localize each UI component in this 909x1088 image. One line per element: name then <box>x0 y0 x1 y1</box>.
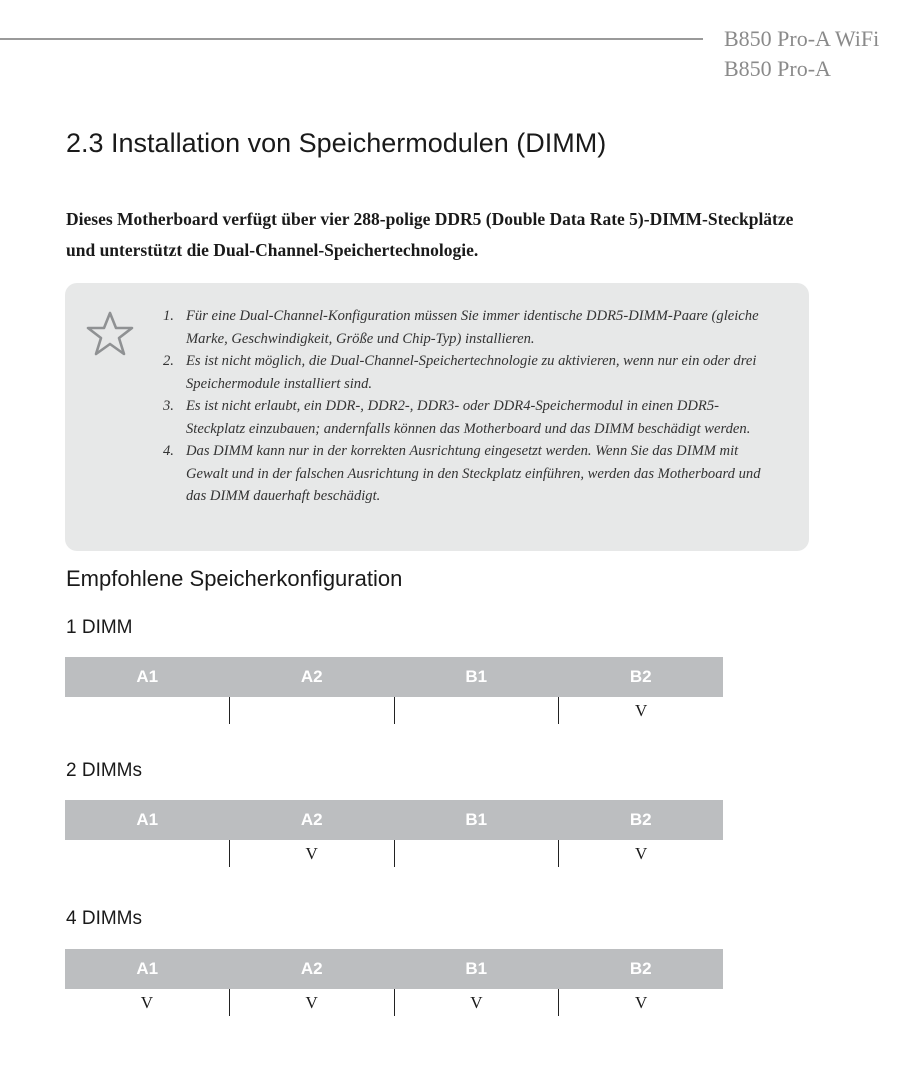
note-item <box>163 350 773 395</box>
section-title: 2.3 Installation von Speichermodulen (DIMM) <box>66 128 607 158</box>
dimm-table-2 <box>65 800 723 867</box>
star-icon <box>85 309 135 359</box>
note-number: 4. <box>163 443 174 459</box>
slot-cell-b2: V <box>558 840 723 867</box>
slot-header-b1: B1 <box>465 810 488 829</box>
note-item <box>163 395 773 440</box>
config-label-2-dimms: 2 DIMMs <box>66 760 142 781</box>
note-number: 1. <box>163 308 174 324</box>
note-item <box>163 440 773 508</box>
table-row <box>65 989 723 1016</box>
slot-header-b1: B1 <box>465 959 488 978</box>
table-row <box>65 697 723 724</box>
slot-cell-b1: V <box>394 989 559 1016</box>
note-text: Für eine Dual-Channel-Konfiguration müssen Sie immer identische DDR5-DIMM-Paare (gleiche Marke, Geschwindigkeit, Größe und Chip-Typ) installieren. <box>186 308 759 347</box>
slot-cell-b2: V <box>558 697 723 724</box>
slot-cell-a2: V <box>229 989 394 1016</box>
slot-header-a2: A2 <box>300 959 323 978</box>
note-item <box>163 305 773 350</box>
slot-header-a2: A2 <box>300 667 323 686</box>
note-text: Es ist nicht möglich, die Dual-Channel-Speichertechnologie zu aktivieren, wenn nur ein oder drei Speichermodule installiert sind. <box>186 353 757 392</box>
intro-paragraph: Dieses Motherboard verfügt über vier 288-polige DDR5 (Double Data Rate 5)-DIMM-Steckplätze und unterstützt die Dual-Channel-Speichertechnologie. <box>66 209 794 260</box>
slot-header-b2: B2 <box>629 810 652 829</box>
note-number: 2. <box>163 353 174 369</box>
slot-cell-a1 <box>65 840 229 867</box>
slot-header-a1: A1 <box>136 667 159 686</box>
slot-header-a1: A1 <box>136 810 159 829</box>
model-name-wifi: B850 Pro-A WiFi <box>724 26 880 51</box>
recommended-config-heading: Empfohlene Speicherkonfiguration <box>66 566 403 591</box>
config-label-4-dimms: 4 DIMMs <box>66 908 142 929</box>
dimm-table-4 <box>65 949 723 1016</box>
table-header <box>65 657 723 697</box>
table-header <box>65 800 723 840</box>
slot-cell-a2 <box>229 697 394 724</box>
note-text: Es ist nicht erlaubt, ein DDR-, DDR2-, DDR3- oder DDR4-Speichermodul in einen DDR5-Steckplatz einzubauen; andernfalls können das Motherboard und das DIMM beschädigt werden. <box>186 398 751 437</box>
slot-cell-b1 <box>394 697 559 724</box>
slot-cell-a1: V <box>140 993 154 1012</box>
slot-header-b2: B2 <box>629 959 652 978</box>
slot-header-b2: B2 <box>629 667 652 686</box>
note-text: Das DIMM kann nur in der korrekten Ausrichtung eingesetzt werden. Wenn Sie das DIMM mit Gewalt und in der falschen Ausrichtung in den Steckplatz einführen, werden das Motherboard und das DIMM dauerhaft beschädigt. <box>186 443 761 504</box>
slot-cell-b1 <box>394 840 559 867</box>
header-rule <box>0 38 703 40</box>
config-label-1-dimm: 1 DIMM <box>66 617 133 638</box>
slot-cell-a1 <box>65 697 229 724</box>
dimm-table-1 <box>65 657 723 724</box>
slot-header-a1: A1 <box>136 959 159 978</box>
model-name: B850 Pro-A <box>724 56 831 81</box>
note-number: 3. <box>163 398 174 414</box>
note-box <box>65 283 809 551</box>
table-header <box>65 949 723 989</box>
slot-header-b1: B1 <box>465 667 488 686</box>
note-list <box>163 305 773 508</box>
slot-header-a2: A2 <box>300 810 323 829</box>
table-row <box>65 840 723 867</box>
slot-cell-a2: V <box>229 840 394 867</box>
slot-cell-b2: V <box>558 989 723 1016</box>
